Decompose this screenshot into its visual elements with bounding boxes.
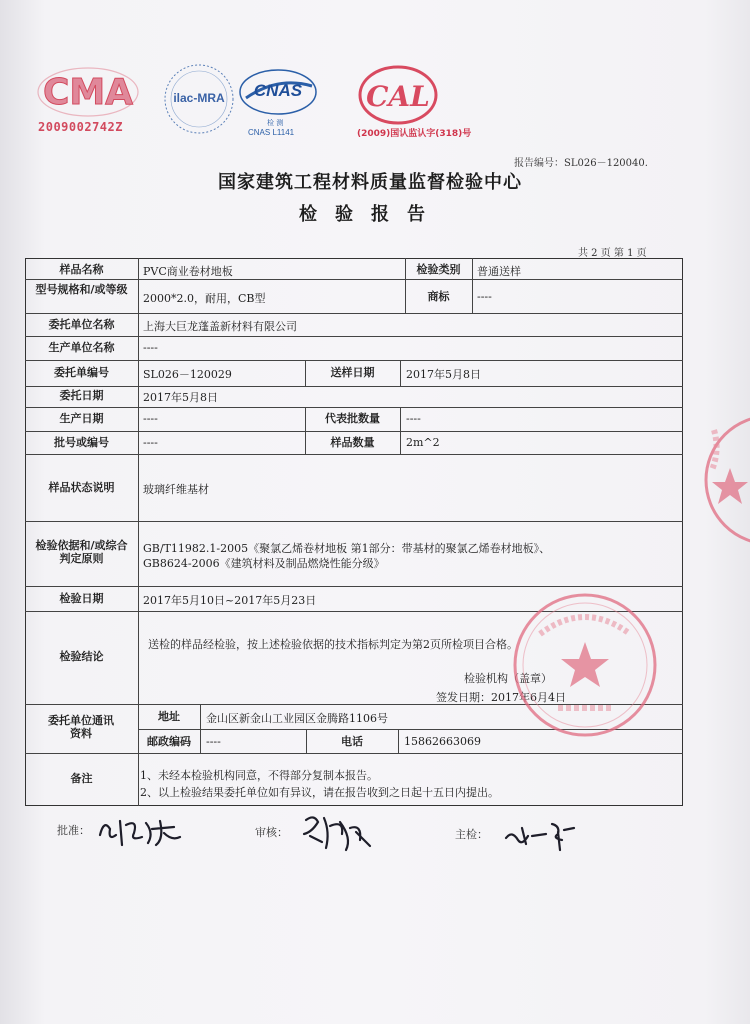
cma-code: 2009002742Z (38, 120, 123, 134)
postcode-value: ---- (206, 735, 221, 748)
agency-seal-line: 检验机构（盖章） (464, 672, 552, 685)
order-no-value: SL026－120029 (143, 368, 232, 381)
remarks-label: 备注 (70, 772, 93, 785)
report-number: 报告编号：SL026－120040. (514, 158, 648, 169)
entrust-date-label: 委托日期 (59, 389, 104, 402)
col-divider (200, 704, 201, 753)
report-title: 国家建筑工程材料质量监督检验中心 (218, 172, 522, 193)
model-label: 型号规格和/或等级 (35, 283, 128, 296)
brand-label: 商标 (427, 290, 450, 303)
review-label: 审核： (255, 826, 288, 839)
col-divider (398, 729, 399, 753)
col-divider (400, 360, 401, 386)
client-label: 委托单位名称 (48, 318, 115, 331)
phone-value: 15862663069 (404, 735, 481, 748)
delivery-date-label: 送样日期 (330, 366, 375, 379)
row-divider (25, 336, 683, 337)
row-divider (25, 521, 683, 522)
row-divider (25, 360, 683, 361)
conclusion-value: 送检的样品经检验，按上述检验依据的技术指标判定为第2页所检项目合格。 (148, 638, 518, 651)
remark-2: 2、以上检验结果委托单位如有异议，请在报告收到之日起十五日内提出。 (140, 786, 499, 799)
address-label: 地址 (158, 710, 180, 723)
edge-seal-stamp (700, 410, 750, 550)
inspection-type-label: 检验类别 (416, 263, 461, 276)
client-value: 上海大巨龙蓬盖新材料有限公司 (143, 320, 297, 333)
production-date-value: ---- (143, 412, 158, 425)
col-divider (138, 258, 139, 806)
cma-logo (34, 64, 142, 120)
cal-logo (356, 64, 440, 126)
row-divider (25, 753, 683, 754)
col-divider (400, 407, 401, 454)
remark-1: 1、未经本检验机构同意，不得部分复制本报告。 (140, 769, 378, 782)
chief-label: 主检： (455, 828, 488, 841)
batch-no-value: ---- (143, 436, 158, 449)
issue-date: 签发日期：2017年6月4日 (436, 691, 566, 704)
delivery-date-value: 2017年5月8日 (406, 368, 481, 381)
test-date-value: 2017年5月10日~2017年5月23日 (143, 594, 317, 607)
sample-qty-label: 样品数量 (330, 436, 375, 449)
production-date-label: 生产日期 (59, 412, 104, 425)
row-divider (25, 586, 683, 587)
cnas-sub: 检 测 (267, 119, 284, 127)
sample-qty-value: 2m^2 (406, 436, 440, 449)
brand-value: ---- (477, 290, 492, 303)
row-divider (25, 386, 683, 387)
row-divider (25, 454, 683, 455)
cal-code: (2009)国认监认字(318)号 (357, 129, 472, 139)
approve-signature (94, 815, 184, 849)
sample-name-value: PVC商业卷材地板 (143, 265, 233, 278)
phone-label: 电话 (341, 735, 363, 748)
basis-line-1: GB/T11982.1-2005《聚氯乙烯卷材地板 第1部分：带基材的聚氯乙烯卷材地板》、 (143, 542, 551, 555)
approve-label: 批准： (57, 824, 90, 837)
review-signature (296, 812, 376, 856)
inspection-type-value: 普通送样 (477, 265, 521, 278)
sample-name-label: 样品名称 (59, 263, 104, 276)
postcode-label: 邮政编码 (147, 735, 191, 748)
cal-logo-text: CAL (366, 80, 430, 113)
state-label: 样品状态说明 (48, 481, 115, 494)
ilac-mra-logo (160, 62, 238, 136)
conclusion-label: 检验结论 (59, 650, 104, 663)
basis-line-2: GB8624-2006《建筑材料及制品燃烧性能分级》 (143, 557, 385, 570)
model-value: 2000*2.0，耐用，CB型 (143, 292, 266, 305)
row-divider (25, 313, 683, 314)
address-value: 金山区新金山工业园区金腾路1106号 (206, 712, 388, 725)
cnas-logo-text: CNAS (253, 81, 303, 100)
inspection-seal-stamp (500, 590, 670, 740)
row-divider (25, 407, 683, 408)
producer-label: 生产单位名称 (48, 341, 115, 354)
entrust-date-value: 2017年5月8日 (143, 391, 218, 404)
batch-qty-label: 代表批数量 (325, 412, 380, 425)
row-divider (25, 279, 683, 280)
batch-qty-value: ---- (406, 412, 421, 425)
test-date-label: 检验日期 (59, 592, 104, 605)
col-divider (472, 258, 473, 313)
cma-logo-text: CMA (42, 72, 134, 113)
report-subtitle: 检验报告 (299, 204, 443, 225)
producer-value: ---- (143, 341, 158, 354)
page-info: 共 2 页 第 1 页 (578, 248, 647, 259)
chief-signature (502, 818, 582, 852)
contact-label: 委托单位通讯资料 (48, 714, 114, 740)
ilac-logo-text: ilac-MRA (173, 91, 225, 105)
basis-label: 检验依据和/或综合判定原则 (35, 539, 128, 565)
cnas-logo (236, 66, 320, 122)
order-no-label: 委托单编号 (54, 366, 109, 379)
row-divider (25, 431, 683, 432)
cnas-code: CNAS L1141 (248, 128, 295, 137)
batch-no-label: 批号或编号 (54, 436, 109, 449)
state-value: 玻璃纤维基材 (143, 483, 209, 496)
